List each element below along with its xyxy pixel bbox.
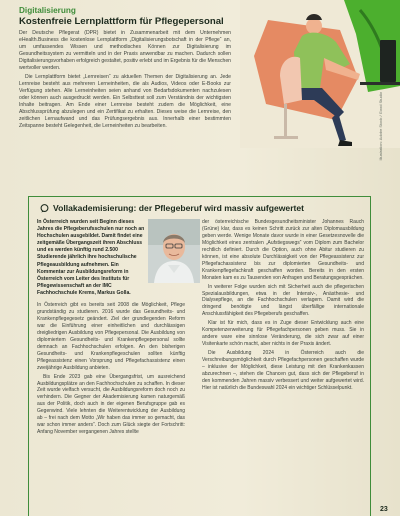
illustration-laptop-worker xyxy=(240,0,400,148)
box-title xyxy=(40,203,304,213)
author-portrait xyxy=(148,219,200,283)
article-kicker: Digitalisierung xyxy=(19,6,76,15)
speech-bubble-icon xyxy=(40,204,49,213)
box-intro: In Österreich wurden seit Beginn dieses Jahres die Pflegeberufsschulen nur noch an Hochschulen ausgebildet. Damit findet eine zeitgemäße Übergangszeit ihren Abschluss und es werden künftig rund 2.500 Studierende jährlich ihre hochschulische Pflegeausbildung aufnehmen. Ein Kommentar zur Ausbildungsreform in Österreich vom Leiter des Instituts für Pflegewissenschaft an der IMC Fachhochschule Krems, Markus Golla. xyxy=(37,219,145,296)
box-right-column xyxy=(202,219,364,394)
box-left-paragraph-2: Bis Ende 2023 gab eine Übergangsfrist, um ausreichend Ausbildungsplätze an den Fachhochschulen zu schaffen. In dieser Zeit wurde vielfach versucht, die Ausbildungsreform doch noch zu verhindern. Die Gegner der Akademisierung kamen naturgemäß aus der Politik, doch auch in der eigenen Berufsgruppe gab es Gegenwind. Viele lehnten die Weiterentwicklung der Ausbildung ab – frei nach dem Motto „Wir haben das immer so gemacht, das war schon immer anders“. Doch zum Glück siegte der Fortschritt: Anfang November vergangenen Jahres stellte xyxy=(37,373,185,436)
box-right-paragraph-3: Klar ist für mich, dass es in Zuge dieser Entwicklung auch eine Kompetenzerweiterung für Pflegefachpersonen geben muss. Sie in andere ware eine sinnlose Veränderung, die sich zwar auf einer Visitenkarte schön macht, aber nichts in der Praxis ändert. xyxy=(202,320,364,348)
illustration-laptop-screen xyxy=(380,40,396,82)
portrait-person-image xyxy=(148,219,200,283)
article-paragraph-2: Die Lernplattform bietet „Lernreisen“ zu aktuellen Themen der Digitalisierung an. Jede Lernreise besteht aus mehreren Lerneinheiten, die als Audios, Videos oder E-Books zur Verfügung stehen. Alle Lerneinheiten seien anhand von Bedarfsdokumenten nachzulesen oder können auch ausgedruckt werden. Ein Selbsttest soll zum Verständnis der wichtigsten Inhalte beitragen. Am Ende einer Lernreise besteht zudem die Möglichkeit, eine Abschlussprüfung abzulegen und ein Zertifikat zu erhalten. Dieses weise die Lernreise, den zeitlichen Lernaufwand und das Prüfungsergebnis aus. Innerhalb einer bestimmten Zeitspanne besteht Gelegenheit, die Lerneinheiten zu bearbeiten. xyxy=(19,74,231,129)
article-paragraph-1: Der Deutsche Pflegerat (DPR) bietet in Zusammenarbeit mit dem Unternehmen eHealth.Business die kostenlose Lernplattform „Digitalisierungsbotschaft in der Pflege“ an, um umfassendes Wissen und methodisches Können zur Digitalisierung im Gesundheitssystem zu vermitteln und in der Praxis anwendbar zu machen. Dadurch sollen Digitalisierungsvorhaben erfolgreich gestaltet, positiv erlebt und im Ergebnis für die Menschen wertvoller werden. xyxy=(19,30,231,71)
article-digitalisierung xyxy=(19,6,231,132)
page-number: 23 xyxy=(380,506,388,513)
box-right-paragraph-1: der österreichische Bundesgesundheitsminister Johannes Rauch (Grüne) klar, dass es keinen Schritt zurück zur alten Diplomausbildung geben werde. Wenige Monate davor wurde in einer Gesetzesnovelle die Möglichkeit eines zentralen „Aufstiegswegs“ vom Diplom zum Bachelor rechtlich definiert. Durch die Option, auch ohne Abitur studieren zu können, ist eine absolute Durchlässigkeit von der Pflegeassistenz zur Pflegefachassistenz bis zur diplomierten Gesundheits- und Krankenpflegefachkraft geschaffen worden. Bereits in den ersten Monaten kam es zu Tausenden von Anfragen und Beratungsgesprächen. xyxy=(202,219,364,281)
illustration-credit: Illustration: Adobe Stock / Good Studio xyxy=(378,92,383,161)
article-headline: Kostenfreie Lernplattform für Pflegepersonal xyxy=(19,16,224,27)
box-left-paragraph-1: In Österreich gibt es bereits seit 2008 die Möglichkeit, Pflege grundständig zu studieren. 2016 wurde das Gesundheits- und Krankenpflegegesetz geändert. Ziel der grundlegenden Reform war die Einführung einer einheitlichen und durchlässigen dreigliedrigen Ausbildung von Pflegepersonal. Die Ausbildung von diplomiertem Gesundheits- und Krankenpflegepersonal sollte demnach an Fachhochschulen erfolgen. An den bisherigen Gesundheits- und Krankenpflegeschulen sollten künftig Pflegeassistenz einen Vorsprung und Pflegefachassistenz einen zweijährige Ausbildung anbieten. xyxy=(37,302,185,371)
box-right-paragraph-2: In weiterer Folge wurden sich mit Sicherheit auch die pflegerischen Spezialausbildungen, etwa in der Intensiv-, Anästhesie- und Dialysepflege, an die Fachhochschulen verlagern. Damit wird die dringend benötigte und längst überfällige internationale Anschlussfähigkeit des Pflegeberufs geschaffen. xyxy=(202,283,364,318)
box-right-paragraph-4: Die Ausbildung 2024 in Österreich auch die Verschreibungsmöglichkeit durch Pflegefachpersonen geschaffen wurde – inklusive der Möglichkeit, diese Leistung mit den Krankenkassen abzurechnen –, stehen die Chancen gut, dass sich der Pflegeberuf in den kommenden Jahren massiv verbessert und weiter aufgewertet wird. Hier ist natürlich die Bundeswahl 2024 ein wichtiger Schlüsselpunkt. xyxy=(202,350,364,391)
illustration-chair xyxy=(280,57,302,104)
illustration-head xyxy=(306,18,322,34)
box-title-text: Vollakademisierung: der Pflegeberuf wird massiv aufgewertet xyxy=(53,203,305,213)
